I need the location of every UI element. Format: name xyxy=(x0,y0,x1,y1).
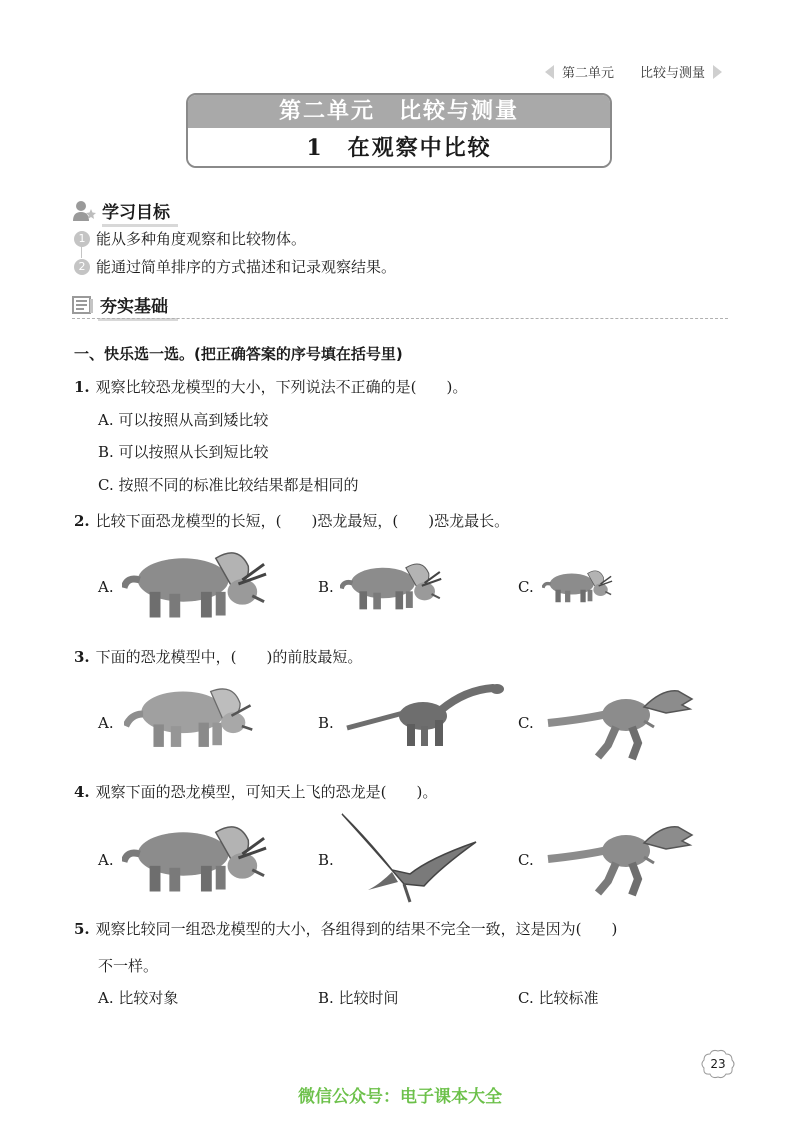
goal-text: 能通过简单排序的方式描述和记录观察结果。 xyxy=(96,258,397,276)
question-text: 观察下面的恐龙模型，可知天上飞的恐龙是( )。 xyxy=(95,783,438,801)
running-header-topic: 比较与测量 xyxy=(639,66,705,81)
q2-label-b: B. xyxy=(318,578,334,596)
q4-label-b: B. xyxy=(318,851,334,869)
q2-label-a: A. xyxy=(98,578,114,596)
goals-heading xyxy=(72,198,170,223)
question-text: 观察比较恐龙模型的大小，下列说法不正确的是( )。 xyxy=(95,378,468,396)
watermark: 微信公众号：电子课本大全 xyxy=(298,1087,502,1107)
goal-item-1 xyxy=(74,228,306,249)
question-number: 4. xyxy=(74,783,90,801)
triangle-left-icon xyxy=(545,65,554,79)
q1-option-c: C. 按照不同的标准比较结果都是相同的 xyxy=(98,476,359,494)
notebook-icon xyxy=(72,295,94,315)
triceratops-medium-icon xyxy=(340,553,444,613)
q4-label-a: A. xyxy=(98,851,114,869)
t-rex-icon xyxy=(546,815,696,897)
unit-title: 第二单元 比较与测量 xyxy=(188,95,610,128)
goal-number-badge: 1 xyxy=(74,231,90,247)
part-one-title: 一、快乐选一选。(把正确答案的序号填在括号里) xyxy=(74,345,403,363)
q5-option-c: C. 比较标准 xyxy=(518,989,599,1007)
t-rex-icon xyxy=(546,679,696,761)
running-header-unit: 第二单元 xyxy=(561,66,614,81)
page-number-badge xyxy=(700,1048,736,1080)
triangle-right-icon xyxy=(713,65,722,79)
q3-label-c: C. xyxy=(518,714,534,732)
q5-option-b: B. 比较时间 xyxy=(318,989,399,1007)
question-text: 下面的恐龙模型中，( )的前肢最短。 xyxy=(95,648,363,666)
question-1 xyxy=(74,376,467,397)
triceratops-large-icon xyxy=(122,540,270,620)
triceratops-icon xyxy=(124,678,254,750)
question-number: 3. xyxy=(74,648,90,666)
sauropod-icon xyxy=(344,682,506,748)
lesson-title-box xyxy=(186,93,612,168)
goal-item-2 xyxy=(74,256,396,277)
question-number: 2. xyxy=(74,512,90,530)
goal-number-badge: 2 xyxy=(74,259,90,275)
q1-option-b: B. 可以按照从长到短比较 xyxy=(98,443,269,461)
lesson-title: 1 在观察中比较 xyxy=(188,128,610,168)
goals-heading-text: 学习目标 xyxy=(102,203,170,223)
question-number: 5. xyxy=(74,920,90,938)
question-number: 1. xyxy=(74,378,90,396)
student-icon xyxy=(72,200,96,222)
question-5-continued: 不一样。 xyxy=(98,957,159,975)
section-divider xyxy=(72,318,728,319)
q5-option-a: A. 比较对象 xyxy=(98,989,179,1007)
triceratops-icon xyxy=(122,814,270,894)
q2-label-c: C. xyxy=(518,578,534,596)
question-text: 比较下面恐龙模型的长短，( )恐龙最短，( )恐龙最长。 xyxy=(95,512,510,530)
question-5 xyxy=(74,918,617,939)
basics-heading xyxy=(72,292,168,317)
pterosaur-icon xyxy=(340,812,480,906)
running-header xyxy=(545,62,722,81)
q4-label-c: C. xyxy=(518,851,534,869)
question-3 xyxy=(74,646,362,667)
q1-option-a: A. 可以按照从高到矮比较 xyxy=(98,411,269,429)
triceratops-small-icon xyxy=(542,562,614,606)
goal-text: 能从多种角度观察和比较物体。 xyxy=(96,230,307,248)
question-text: 观察比较同一组恐龙模型的大小，各组得到的结果不完全一致，这是因为( ) xyxy=(95,920,618,938)
q3-label-a: A. xyxy=(98,714,114,732)
question-2 xyxy=(74,510,509,531)
question-4 xyxy=(74,781,437,802)
basics-heading-text: 夯实基础 xyxy=(100,297,168,317)
page-number: 23 xyxy=(710,1057,726,1071)
q3-label-b: B. xyxy=(318,714,334,732)
